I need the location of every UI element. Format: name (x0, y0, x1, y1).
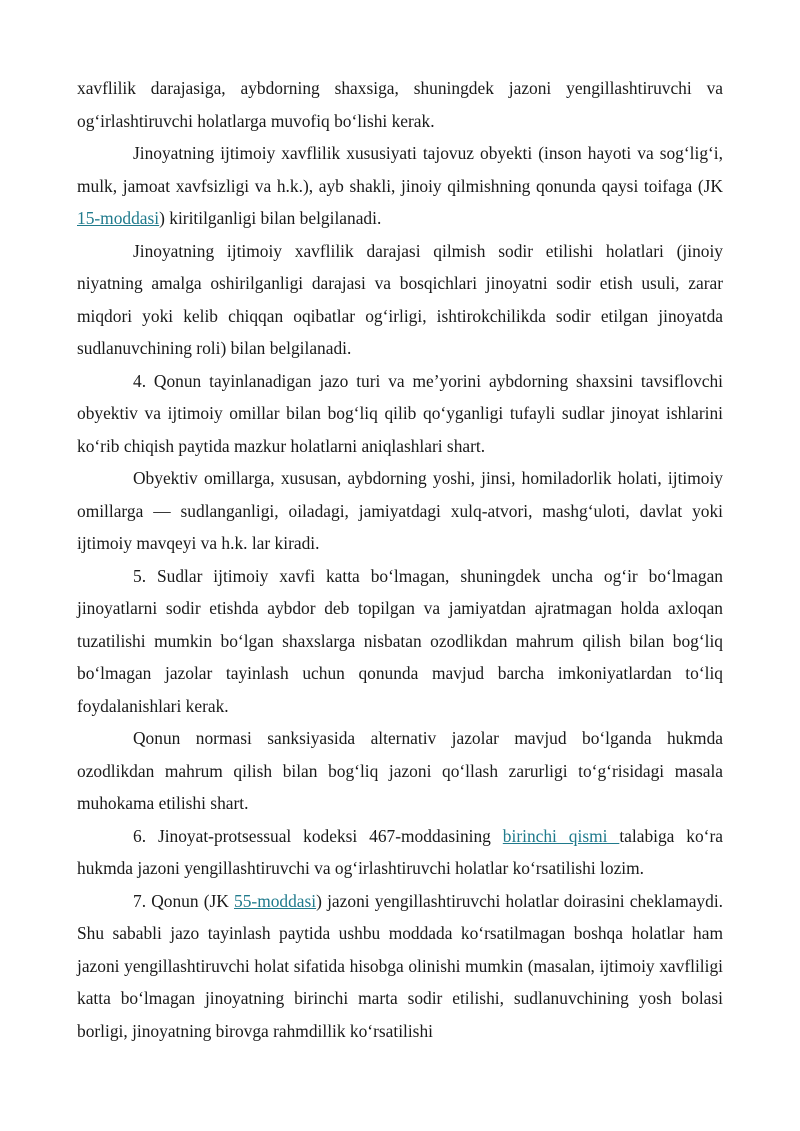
paragraph (77, 820, 723, 885)
article-link[interactable]: birinchi qismi (502, 825, 620, 846)
paragraph-text: 7. Qonun (JK (133, 890, 235, 911)
paragraph-text: Jinoyatning ijtimoiy xavflilik darajasi qilmish sodir etilishi holatlari (jinoiy niyatning amalga oshirilganligi darajasi va bosqichlari jinoyatni sodir etish usuli, zarar miqdori yoki kelib chiqqan oqibatlar og‘irligi, ishtirokchilikda sodir etilgan jinoyatda sudlanuvchining roli) bilan belgilanadi. (77, 240, 723, 358)
paragraph-text: ) kiritilganligi bilan belgilanadi. (159, 208, 382, 228)
paragraph (77, 137, 723, 235)
paragraph (77, 885, 723, 1048)
paragraph-text: Jinoyatning ijtimoiy xavflilik xususiyati tajovuz obyekti (inson hayoti va sog‘lig‘i, mulk, jamoat xavfsizligi va h.k.), ayb shakli, jinoiy qilmishning qonunda qaysi toifaga (JK (77, 143, 723, 196)
paragraph-text: 6. Jinoyat-protsessual kodeksi 467-moddasining (133, 825, 503, 846)
paragraph (77, 560, 723, 723)
document-body (77, 72, 723, 1047)
paragraph (77, 72, 723, 137)
paragraph (77, 235, 723, 365)
paragraph-text: xavflilik darajasiga, aybdorning shaxsiga, shuningdek jazoni yengillashtiruvchi va og‘irlashtiruvchi holatlarga muvofiq bo‘lishi kerak. (77, 78, 723, 131)
paragraph-text: talabiga ko‘ra hukmda jazoni yengillashtiruvchi va og‘irlashtiruvchi holatlar ko‘rsatilishi lozim. (77, 825, 723, 878)
paragraph (77, 462, 723, 560)
paragraph (77, 722, 723, 820)
article-link[interactable]: 15-moddasi (77, 208, 160, 228)
paragraph-text: Qonun normasi sanksiyasida alternativ jazolar mavjud bo‘lganda hukmda ozodlikdan mahrum qilish bilan bog‘liq jazoni qo‘llash zarurligi to‘g‘risidagi masala muhokama etilishi shart. (77, 728, 723, 813)
paragraph (77, 365, 723, 463)
paragraph-text: 5. Sudlar ijtimoiy xavfi katta bo‘lmagan, shuningdek uncha og‘ir bo‘lmagan jinoyatlarni sodir etishda aybdor deb topilgan va jamiyatdan ajratmagan holda axloqan tuzatilishi mumkin bo‘lgan shaxslarga nisbatan ozodlikdan mahrum qilish bilan bog‘liq bo‘lmagan jazolar tayinlash uchun qonunda mavjud barcha imkoniyatlardan to‘liq foydalanishlari kerak. (77, 565, 723, 716)
article-link[interactable]: 55-moddasi (234, 890, 317, 911)
paragraph-text: 4. Qonun tayinlanadigan jazo turi va me’yorini aybdorning shaxsini tavsiflovchi obyektiv va ijtimoiy omillar bilan bog‘liq qilib qo‘yganligi tufayli sudlar jinoyat ishlarini ko‘rib chiqish paytida mazkur holatlarni aniqlashlari shart. (77, 370, 723, 456)
paragraph-text: ) jazoni yengillashtiruvchi holatlar doirasini cheklamaydi. Shu sababli jazo tayinlash paytida ushbu moddada ko‘rsatilmagan boshqa holatlar ham jazoni yengillashtiruvchi holat sifatida hisobga olinishi mumkin (masalan, ijtimoiy xavfliligi katta bo‘lmagan jinoyatning birinchi marta sodir etilishi, sudlanuvchining yosh bolasi borligi, jinoyatning birovga rahmdillik ko‘rsatilishi (77, 890, 724, 1041)
paragraph-text: Obyektiv omillarga, xususan, aybdorning yoshi, jinsi, homiladorlik holati, ijtimoiy omillarga — sudlanganligi, oiladagi, jamiyatdagi xulq-atvori, mashg‘uloti, davlat yoki ijtimoiy mavqeyi va h.k. lar kiradi. (77, 468, 723, 553)
